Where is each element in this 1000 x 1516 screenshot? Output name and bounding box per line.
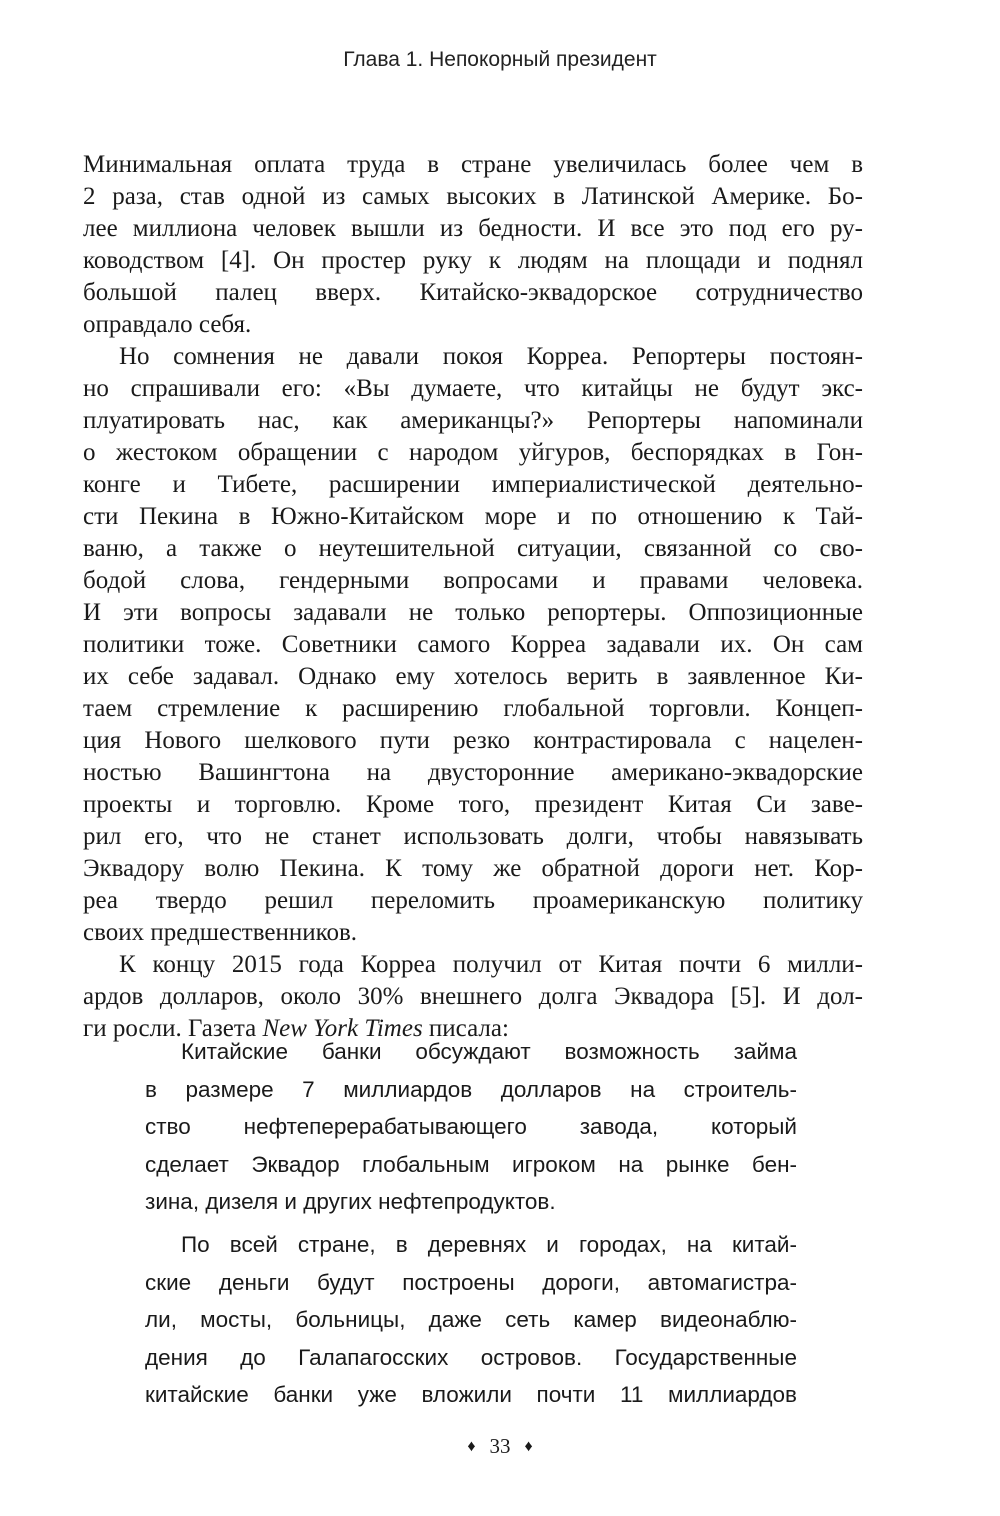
running-header: Глава 1. Непокорный президент <box>343 48 657 71</box>
text-line: Но сомнения не давали покоя Корреа. Репортеры постоян- <box>119 343 863 370</box>
block-quote-paragraph-2 <box>145 1226 797 1414</box>
text-line: политики тоже. Советники самого Корреа задавали их. Он сам <box>83 631 863 658</box>
text-line: их себе задавал. Однако ему хотелось верить в заявленное Ки- <box>83 663 863 690</box>
text-line: проекты и торговлю. Кроме того, президент Китая Си заве- <box>83 791 863 818</box>
text-line: реа твердо решил переломить проамериканскую политику <box>83 887 863 914</box>
text-line: бодой слова, гендерными вопросами и правами человека. <box>83 567 863 594</box>
text-line: И эти вопросы задавали не только репортеры. Оппозиционные <box>83 599 863 626</box>
diamond-ornament-icon: ♦ <box>524 1438 533 1455</box>
quote-line: Китайские банки обсуждают возможность займа <box>181 1039 797 1064</box>
text-line: своих предшественников. <box>83 919 358 946</box>
page-number: 33 <box>489 1434 511 1458</box>
quote-line: ские деньги будут построены дороги, автомагистра- <box>145 1269 797 1295</box>
text-line: Эквадору волю Пекина. К тому же обратной дороги нет. Кор- <box>83 855 863 882</box>
block-quote-paragraph-1 <box>145 1033 797 1221</box>
body-text <box>83 149 863 1045</box>
text-line: большой палец вверх. Китайско-эквадорское сотрудничество <box>83 279 863 306</box>
quote-line: дения до Галапагосских островов. Государственные <box>145 1344 797 1370</box>
paragraph-2 <box>83 341 863 949</box>
text-line: К концу 2015 года Корреа получил от Китая почти 6 милли- <box>119 951 863 978</box>
text-line: рил его, что не станет использовать долги, чтобы навязывать <box>83 823 863 850</box>
text-line: плуатировать нас, как американцы?» Репортеры напоминали <box>83 407 863 434</box>
text-line: Минимальная оплата труда в стране увеличилась более чем в <box>83 151 863 178</box>
quote-line: китайские банки уже вложили почти 11 миллиардов <box>145 1382 797 1407</box>
page-footer <box>0 1434 1000 1459</box>
text-line: ция Нового шелкового пути резко контрастировала с нацелен- <box>83 727 863 754</box>
text-line: ваню, а также о неутешительной ситуации, связанной со сво- <box>83 535 863 562</box>
quote-line: ство нефтеперерабатывающего завода, который <box>145 1114 797 1139</box>
text-line: оправдало себя. <box>83 311 252 338</box>
text-fragment: писала: <box>422 1015 509 1042</box>
text-line: таем стремление к расширению глобальной торговли. Концеп- <box>83 695 863 722</box>
newspaper-title: New York Times <box>262 1015 423 1042</box>
text-line: конге и Тибете, расширении империалистической деятельно- <box>83 471 863 498</box>
paragraph-3 <box>83 949 863 1045</box>
quote-line: в размере 7 миллиардов долларов на строитель- <box>145 1076 797 1102</box>
quote-line: зина, дизеля и других нефтепродуктов. <box>145 1189 556 1214</box>
text-fragment: ги росли. Газета <box>83 1015 263 1042</box>
text-line: 2 раза, став одной из самых высоких в Латинской Америке. Бо- <box>83 183 863 210</box>
text-line: но спрашивали его: «Вы думаете, что китайцы не будут экс- <box>83 375 863 402</box>
quote-line: По всей стране, в деревнях и городах, на китай- <box>181 1232 797 1257</box>
diamond-ornament-icon: ♦ <box>467 1438 476 1455</box>
text-line: ардов долларов, около 30% внешнего долга Эквадора [5]. И дол- <box>83 983 863 1010</box>
text-line: ностью Вашингтона на двусторонние американо-эквадорские <box>83 759 863 786</box>
text-line: о жестоком обращении с народом уйгуров, беспорядках в Гон- <box>83 439 863 466</box>
paragraph-1 <box>83 149 863 341</box>
text-line: лее миллиона человек вышли из бедности. И все это под его ру- <box>83 215 863 242</box>
text-line: ководством [4]. Он простер руку к людям на площади и поднял <box>83 247 863 274</box>
quote-line: ли, мосты, больницы, даже сеть камер видеонаблю- <box>145 1307 797 1332</box>
text-line: сти Пекина в Южно-Китайском море и по отношению к Тай- <box>83 503 863 530</box>
quote-line: сделает Эквадор глобальным игроком на рынке бен- <box>145 1151 797 1177</box>
